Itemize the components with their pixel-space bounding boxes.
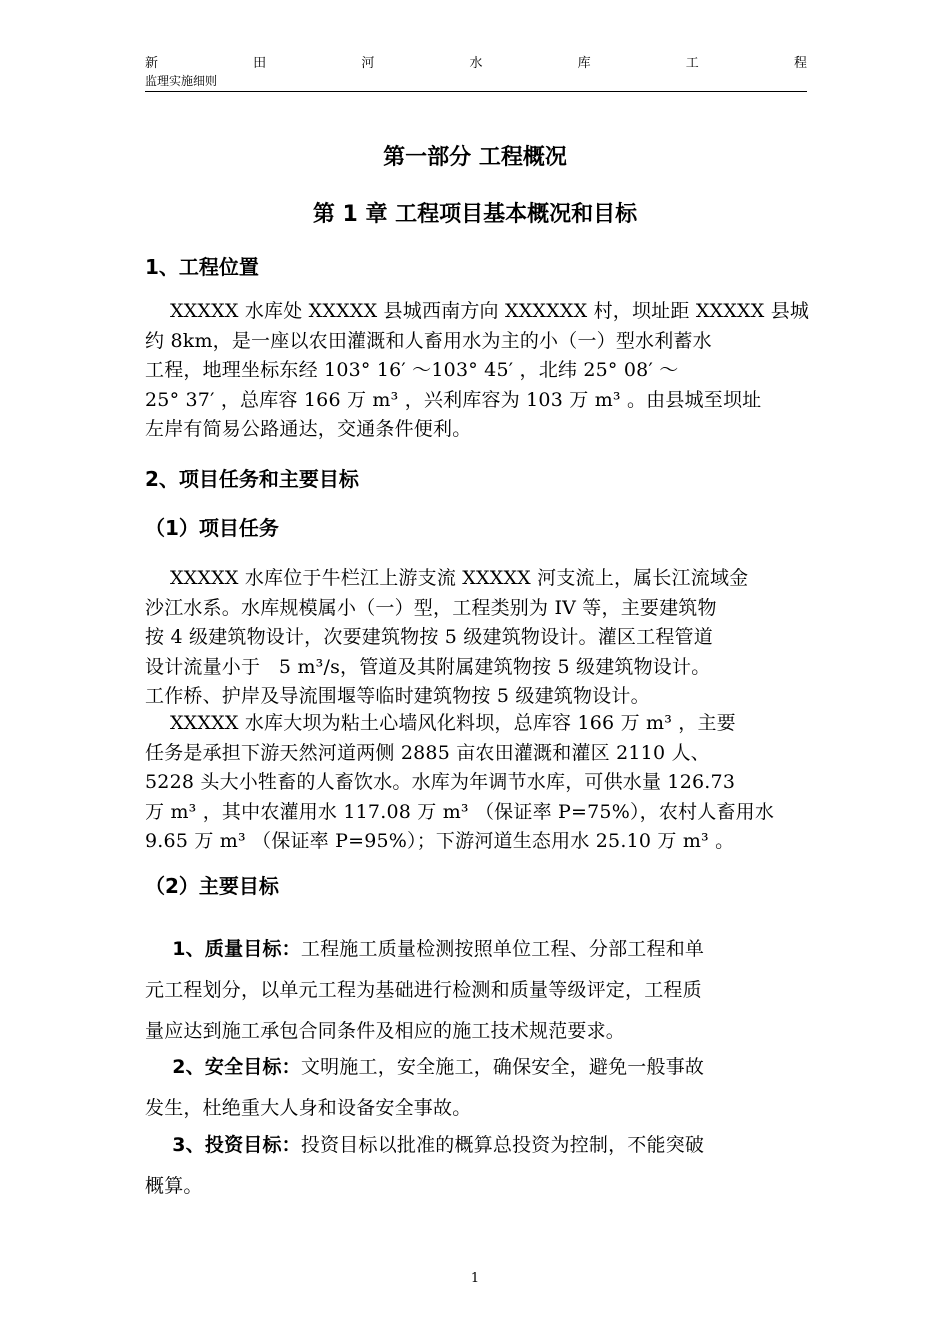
goal-text: 文明施工，安全施工，确保安全，避免一般事故 (300, 1056, 705, 1078)
paragraph-tasks-1 (145, 564, 807, 712)
text-line: 约 8km，是一座以农田灌溉和人畜用水为主的小（一）型水利蓄水 (145, 329, 712, 352)
chapter-title: 第 1 章 工程项目基本概况和目标 (312, 202, 638, 227)
goal-lead: 2、安全目标： (145, 1056, 301, 1078)
text-line: 设计流量小于 5 m³/s，管道及其附属建筑物按 5 级建筑物设计。 (145, 655, 711, 678)
text-line: 元工程划分，以单元工程为基础进行检测和质量等级评定，工程质 (145, 979, 702, 1001)
goal-text: 投资目标以批准的概算总投资为控制，不能突破 (300, 1134, 705, 1156)
text-line: 万 m³ ，其中农灌用水 117.08 万 m³ （保证率 P=75%），农村人畜用水 (145, 800, 775, 823)
text-line: 概算。 (145, 1175, 203, 1197)
paragraph-location (145, 297, 810, 445)
header-char: 新 (145, 56, 159, 71)
header-char: 工 (685, 56, 699, 71)
text-line: 工程，地理坐标东经 103° 16′ ～103° 45′ ，北纬 25° 08′ ～ (145, 359, 679, 381)
header-divider (145, 91, 807, 92)
paragraph-quality-goal (145, 929, 807, 1052)
paragraph-tasks-2 (145, 709, 807, 857)
text-line: XXXXX 水库位于牛栏江上游支流 XXXXX 河支流上，属长江流域金 (145, 567, 749, 589)
paragraph-safety-goal (145, 1047, 807, 1129)
text-line: 量应达到施工承包合同条件及相应的施工技术规范要求。 (145, 1020, 626, 1042)
text-line: 5228 头大小牲畜的人畜饮水。水库为年调节水库，可供水量 126.73 (145, 771, 736, 793)
section-heading-location: 1、工程位置 (145, 255, 259, 279)
section-heading-goals: 2、项目任务和主要目标 (145, 467, 359, 491)
text-line: 25° 37′ ，总库容 166 万 m³ ，兴利库容为 103 万 m³ 。由县城至坝址 (145, 388, 762, 411)
text-line: 左岸有简易公路通达，交通条件便利。 (145, 418, 472, 440)
goal-text: 工程施工质量检测按照单位工程、分部工程和单 (300, 938, 705, 960)
page-header (145, 55, 807, 89)
text-line: 任务是承担下游天然河道两侧 2885 亩农田灌溉和灌区 2110 人、 (145, 741, 710, 764)
goal-lead: 3、投资目标： (145, 1134, 301, 1156)
header-char: 田 (253, 56, 267, 71)
page-number: 1 (470, 1271, 480, 1286)
part-title: 第一部分 工程概况 (383, 145, 567, 170)
text-line: 工作桥、护岸及导流围堰等临时建筑物按 5 级建筑物设计。 (145, 685, 650, 707)
header-char: 河 (361, 56, 375, 71)
text-line: XXXXX 水库大坝为粘土心墙风化料坝，总库容 166 万 m³ ，主要 (145, 712, 736, 734)
text-line (145, 1047, 807, 1088)
goal-lead: 1、质量目标： (145, 938, 301, 960)
header-char: 水 (469, 56, 483, 71)
subsection-heading-tasks: （1）项目任务 (145, 516, 279, 540)
text-line: 沙江水系。水库规模属小（一）型，工程类别为 IV 等，主要建筑物 (145, 596, 717, 619)
paragraph-investment-goal (145, 1125, 807, 1207)
header-subtitle: 监理实施细则 (145, 74, 218, 88)
text-line: XXXXX 水库处 XXXXX 县城西南方向 XXXXXX 村，坝址距 XXXXX 县城 (145, 300, 810, 322)
header-char: 程 (793, 56, 807, 71)
text-line (145, 1125, 807, 1166)
text-line: 9.65 万 m³ （保证率 P=95%）；下游河道生态用水 25.10 万 m³ 。 (145, 830, 735, 852)
text-line (145, 929, 807, 970)
header-char: 库 (577, 56, 591, 71)
subsection-heading-objectives: （2）主要目标 (145, 874, 279, 898)
header-title (145, 55, 807, 73)
text-line: 发生，杜绝重大人身和设备安全事故。 (145, 1097, 472, 1119)
text-line: 按 4 级建筑物设计，次要建筑物按 5 级建筑物设计。灌区工程管道 (145, 626, 713, 648)
